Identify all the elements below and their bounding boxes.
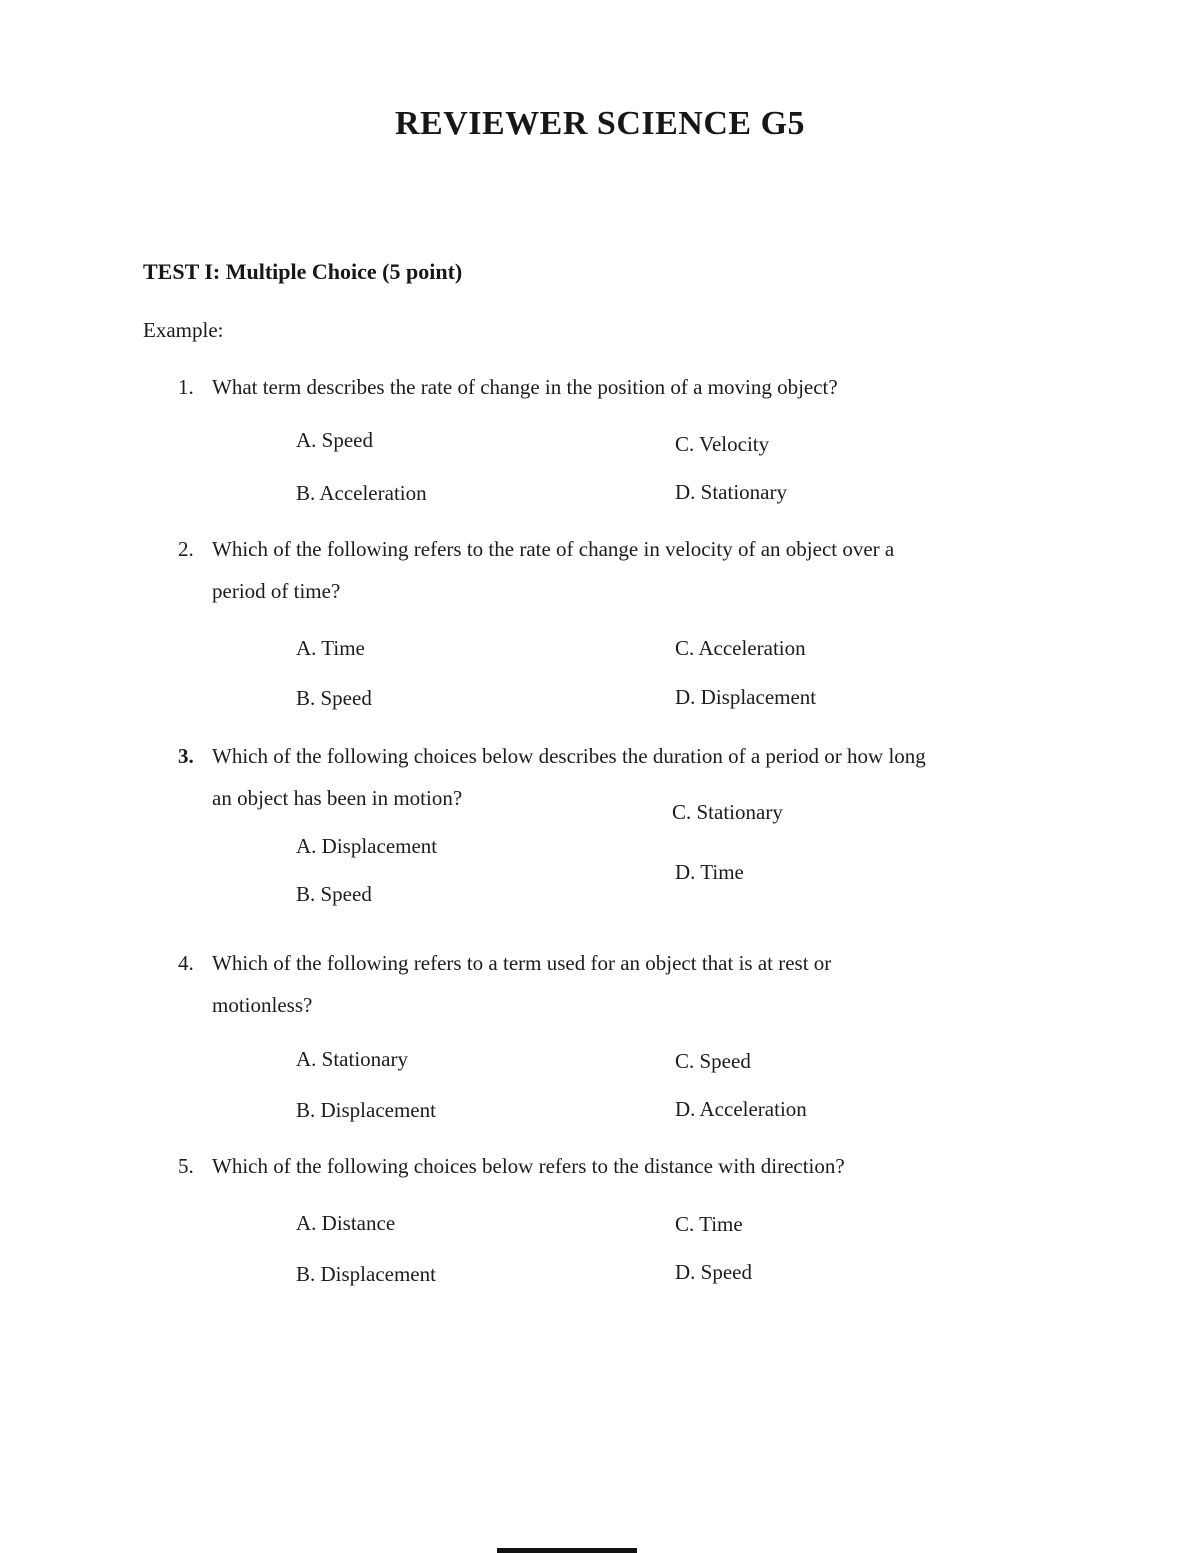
question-2-text-line1: Which of the following refers to the rate of change in velocity of an object over a — [212, 537, 895, 561]
question-4-number: 4. — [178, 951, 194, 975]
question-2-option-b: B. Speed — [296, 686, 372, 710]
question-4-text-line2: motionless? — [212, 993, 313, 1017]
document-title: REVIEWER SCIENCE G5 — [394, 105, 806, 142]
question-3-option-b: B. Speed — [296, 882, 372, 906]
question-3-option-c: C. Stationary — [672, 800, 783, 824]
question-2-text-line2: period of time? — [212, 579, 341, 603]
page-bottom-artifact — [497, 1548, 637, 1553]
question-5-option-a: A. Distance — [296, 1211, 396, 1235]
question-5-text: Which of the following choices below refers to the distance with direction? — [212, 1154, 845, 1178]
question-3-text-line1: Which of the following choices below describes the duration of a period or how long — [212, 744, 926, 768]
question-3-text-line2: an object has been in motion? — [212, 786, 463, 810]
question-1-text: What term describes the rate of change in the position of a moving object? — [212, 375, 838, 399]
example-label: Example: — [143, 318, 224, 342]
question-1-option-b: B. Acceleration — [296, 481, 427, 505]
question-1-number: 1. — [178, 375, 194, 399]
question-1-option-d: D. Stationary — [675, 480, 787, 504]
question-4-option-b: B. Displacement — [296, 1098, 436, 1122]
question-3-number: 3. — [178, 744, 194, 768]
question-4-text-line1: Which of the following refers to a term used for an object that is at rest or — [212, 951, 832, 975]
question-3-option-a: A. Displacement — [296, 834, 438, 858]
question-1-option-c: C. Velocity — [675, 432, 770, 456]
section-heading: TEST I: Multiple Choice (5 point) — [143, 259, 463, 284]
question-4-option-a: A. Stationary — [296, 1047, 408, 1071]
question-5-option-b: B. Displacement — [296, 1262, 436, 1286]
question-4-option-c: C. Speed — [675, 1049, 751, 1073]
question-1-option-a: A. Speed — [296, 428, 373, 452]
question-4-option-d: D. Acceleration — [675, 1097, 807, 1121]
question-2-number: 2. — [178, 537, 194, 561]
question-5-option-d: D. Speed — [675, 1260, 752, 1284]
question-5-number: 5. — [178, 1154, 194, 1178]
question-2-option-d: D. Displacement — [675, 685, 817, 709]
question-3-option-d: D. Time — [675, 860, 744, 884]
question-2-option-a: A. Time — [296, 636, 365, 660]
question-5-option-c: C. Time — [675, 1212, 743, 1236]
question-2-option-c: C. Acceleration — [675, 636, 806, 660]
